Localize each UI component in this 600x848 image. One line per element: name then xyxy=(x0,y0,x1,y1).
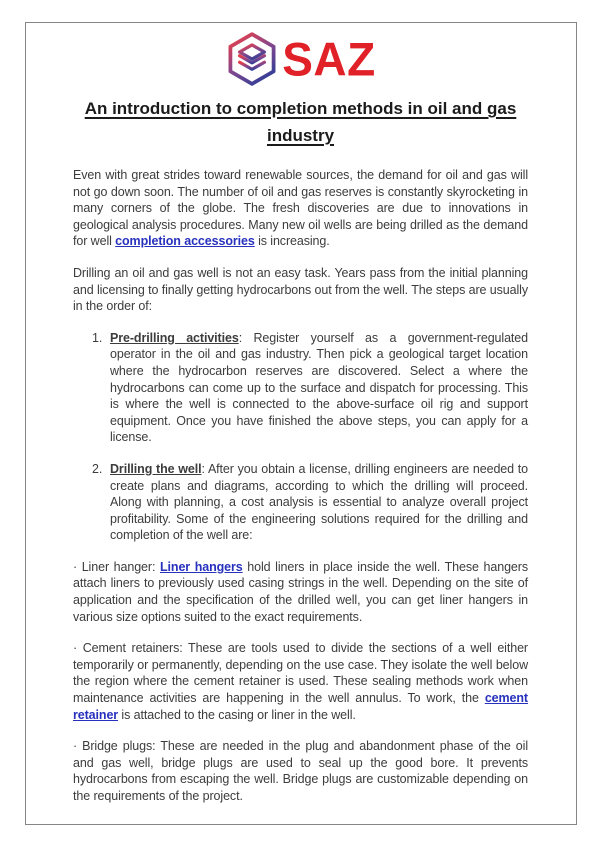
list-item-text xyxy=(110,330,528,446)
document-page xyxy=(73,0,528,820)
text-run: : After you obtain a license, drilling engineers are needed to create plans and diagrams, according to which the drilling will proceed. Along with planning, a cost analysis is essential to analyze overall project profitability. Some of the engineering solutions required for the drilling and completion of the well are: xyxy=(110,461,528,543)
paragraph xyxy=(73,738,528,804)
text-run: : Register yourself as a government-regulated operator in the oil and gas industry. Then pick a geological target location where the hydrocarbon reserves are discovered. Select a where the hydrocarbons can come up to the surface and dispatch for processing. This is where the well is connected to the above-surface oil rig and support equipment. Once you have finished the above steps, you can apply for a license. xyxy=(110,330,528,445)
list-item-heading: Pre-drilling activities xyxy=(110,330,239,345)
text-run: Even with great strides toward renewable sources, the demand for oil and gas will not go down soon. The number of oil and gas reserves is constantly skyrocketing in many corners of the globe. The fresh discoveries are due to innovations in geological analysis procedures. Many new oil wells are being drilled as the demand for well xyxy=(73,168,528,249)
document-body xyxy=(73,167,528,805)
paragraph xyxy=(73,559,528,625)
list-item-heading: Drilling the well xyxy=(110,461,202,476)
page-title: An introduction to completion methods in oil and gas industry xyxy=(84,99,517,145)
text-run: · Liner hanger: xyxy=(73,559,160,574)
text-run: is attached to the casing or liner in the well. xyxy=(118,707,356,722)
logo xyxy=(73,31,528,87)
numbered-list-item xyxy=(92,461,528,544)
text-run: · Bridge plugs: These are needed in the plug and abandonment phase of the oil and gas well, bridge plugs are used to seal up the good bore. It prevents hydrocarbons from escaping the well. Bridge plugs are customizable depending on the requirements of the project. xyxy=(73,739,528,803)
paragraph xyxy=(73,640,528,723)
logo-text: SAZ xyxy=(282,32,376,86)
text-run: is increasing. xyxy=(254,234,330,249)
hyperlink[interactable]: completion accessories xyxy=(115,234,255,249)
text-run: Drilling an oil and gas well is not an easy task. Years pass from the initial planning and licensing to finally getting hydrocarbons out from the well. The steps are usually in the order of: xyxy=(73,265,528,314)
list-item-text xyxy=(110,461,528,544)
hexagon-cube-logo-icon xyxy=(225,32,279,86)
numbered-list-item xyxy=(92,330,528,446)
list-number: 1. xyxy=(92,330,103,345)
paragraph xyxy=(73,167,528,250)
text-run: · Cement retainers: These are tools used to divide the sections of a well either temporarily or permanently, depending on the use case. They isolate the well below the region where the cement retainer is used. These sealing methods work when maintenance activities are happening in the well annulus. To work, the xyxy=(73,641,528,706)
hyperlink[interactable]: cement retainer xyxy=(73,691,528,722)
hyperlink[interactable]: Liner hangers xyxy=(160,559,243,574)
list-number: 2. xyxy=(92,461,103,476)
paragraph xyxy=(73,265,528,315)
text-run: hold liners in place inside the well. These hangers attach liners to previously used casing strings in the well. Depending on the site of application and the specification of the drilled well, you can get liner hangers in various size options suited to the exact requirements. xyxy=(73,559,528,624)
